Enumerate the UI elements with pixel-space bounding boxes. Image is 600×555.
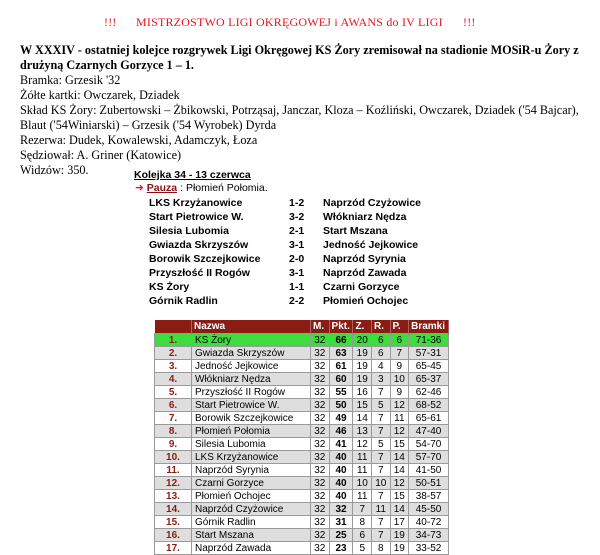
row-wins: 6 (353, 529, 372, 542)
col-wins: Z. (353, 320, 372, 334)
row-losses: 14 (390, 464, 409, 477)
row-position: 15. (155, 516, 192, 529)
row-goals: 65-61 (409, 412, 449, 425)
row-points: 63 (329, 347, 353, 360)
row-goals: 62-46 (409, 386, 449, 399)
row-position: 13. (155, 490, 192, 503)
table-body (155, 334, 449, 555)
row-losses: 14 (390, 451, 409, 464)
match-score: 2-2 (289, 295, 305, 307)
home-team: Start Pietrowice W. (149, 211, 244, 223)
row-position: 7. (155, 412, 192, 425)
row-points: 60 (329, 373, 353, 386)
row-draws: 7 (372, 451, 391, 464)
row-position: 2. (155, 347, 192, 360)
row-position: 5. (155, 386, 192, 399)
row-draws: 10 (372, 477, 391, 490)
row-draws: 11 (372, 503, 391, 516)
match-score: 1-1 (289, 281, 305, 293)
row-position: 3. (155, 360, 192, 373)
row-team: Włókniarz Nędza (192, 373, 311, 386)
row-team: Gwiazda Skrzyszów (192, 347, 311, 360)
row-losses: 7 (390, 347, 409, 360)
row-points: 25 (329, 529, 353, 542)
row-wins: 11 (353, 490, 372, 503)
row-matches: 32 (311, 451, 330, 464)
row-team: Naprzód Czyżowice (192, 503, 311, 516)
table-row (155, 503, 449, 516)
table-row (155, 529, 449, 542)
row-points: 55 (329, 386, 353, 399)
home-team: Gwiazda Skrzyszów (149, 239, 249, 251)
table-row (155, 386, 449, 399)
row-wins: 11 (353, 451, 372, 464)
away-team: Naprzód Syrynia (323, 253, 406, 265)
row-matches: 32 (311, 490, 330, 503)
row-matches: 32 (311, 386, 330, 399)
row-wins: 15 (353, 399, 372, 412)
row-position: 11. (155, 464, 192, 477)
col-draws: R. (372, 320, 391, 334)
table-row (155, 490, 449, 503)
row-goals: 40-72 (409, 516, 449, 529)
row-goals: 38-57 (409, 490, 449, 503)
away-team: Włókniarz Nędza (323, 211, 407, 223)
row-losses: 17 (390, 516, 409, 529)
row-team: Płomień Połomia (192, 425, 311, 438)
row-losses: 9 (390, 360, 409, 373)
arrow-right-icon: ➜ (135, 182, 144, 194)
table-row (155, 451, 449, 464)
report-reserves: Rezerwa: Dudek, Kowalewski, Adamczyk, Łoza (20, 133, 258, 147)
report-lead-cont: drużyną Czarnych Gorzyce 1 – 1. (20, 58, 194, 72)
table-row (155, 542, 449, 555)
col-position (155, 320, 192, 334)
row-losses: 6 (390, 334, 409, 347)
report-yellow-cards: Żółte kartki: Owczarek, Dziadek (20, 88, 180, 102)
row-points: 40 (329, 464, 353, 477)
away-team: Start Mszana (323, 225, 388, 237)
row-losses: 15 (390, 490, 409, 503)
headline-prefix: !!! (104, 15, 117, 29)
headline-text: MISTRZOSTWO LIGI OKRĘGOWEJ i AWANS do IV LIGI (136, 15, 443, 29)
row-position: 10. (155, 451, 192, 464)
row-goals: 54-70 (409, 438, 449, 451)
row-matches: 32 (311, 425, 330, 438)
match-row (134, 266, 421, 280)
row-points: 32 (329, 503, 353, 516)
row-position: 12. (155, 477, 192, 490)
row-matches: 32 (311, 464, 330, 477)
row-team: Naprzód Syrynia (192, 464, 311, 477)
match-row (134, 294, 421, 308)
row-position: 17. (155, 542, 192, 555)
row-wins: 7 (353, 503, 372, 516)
row-points: 40 (329, 490, 353, 503)
row-goals: 47-40 (409, 425, 449, 438)
row-goals: 57-31 (409, 347, 449, 360)
row-wins: 11 (353, 464, 372, 477)
row-draws: 6 (372, 347, 391, 360)
row-matches: 32 (311, 542, 330, 555)
row-position: 4. (155, 373, 192, 386)
report-goal: Bramka: Grzesik '32 (20, 73, 121, 87)
bye-row: ➜ Pauza : Płomień Połomia. (135, 182, 268, 194)
row-wins: 13 (353, 425, 372, 438)
table-row (155, 347, 449, 360)
home-team: LKS Krzyżanowice (149, 197, 243, 209)
row-goals: 45-50 (409, 503, 449, 516)
row-matches: 32 (311, 360, 330, 373)
row-matches: 32 (311, 438, 330, 451)
row-team: Górnik Radlin (192, 516, 311, 529)
row-draws: 7 (372, 412, 391, 425)
row-points: 31 (329, 516, 353, 529)
row-draws: 7 (372, 425, 391, 438)
row-matches: 32 (311, 516, 330, 529)
match-score: 3-2 (289, 211, 305, 223)
match-score: 3-1 (289, 267, 305, 279)
row-losses: 19 (390, 529, 409, 542)
row-team: Jedność Jejkowice (192, 360, 311, 373)
row-team: Borowik Szczejkowice (192, 412, 311, 425)
row-position: 14. (155, 503, 192, 516)
row-points: 40 (329, 451, 353, 464)
home-team: KS Żory (149, 281, 190, 293)
row-goals: 57-70 (409, 451, 449, 464)
row-wins: 10 (353, 477, 372, 490)
row-points: 66 (329, 334, 353, 347)
row-points: 49 (329, 412, 353, 425)
row-goals: 71-36 (409, 334, 449, 347)
row-team: Naprzód Zawada (192, 542, 311, 555)
row-losses: 12 (390, 477, 409, 490)
table-row (155, 438, 449, 451)
match-score: 3-1 (289, 239, 305, 251)
row-wins: 12 (353, 438, 372, 451)
home-team: Górnik Radlin (149, 295, 218, 307)
table-row (155, 334, 449, 347)
match-row (134, 238, 421, 252)
row-losses: 11 (390, 412, 409, 425)
report-referee: Sędziował: A. Griner (Katowice) (20, 148, 182, 162)
row-team: Silesia Lubomia (192, 438, 311, 451)
row-goals: 41-50 (409, 464, 449, 477)
row-wins: 14 (353, 412, 372, 425)
row-goals: 68-52 (409, 399, 449, 412)
row-losses: 19 (390, 542, 409, 555)
report-lineup: Skład KS Żory: Zubertowski – Żbikowski, Potrząsaj, Janczar, Kloza – Koźliński, Owczarek, Dziadek ('54 Bajcar), (20, 103, 579, 117)
report-attendance: Widzów: 350. (20, 163, 89, 177)
row-draws: 7 (372, 386, 391, 399)
match-score: 2-0 (289, 253, 305, 265)
row-matches: 32 (311, 477, 330, 490)
row-matches: 32 (311, 529, 330, 542)
row-goals: 65-37 (409, 373, 449, 386)
table-row (155, 516, 449, 529)
home-team: Przyszłość II Rogów (149, 267, 250, 279)
row-position: 1. (155, 334, 192, 347)
table-row (155, 425, 449, 438)
row-matches: 32 (311, 373, 330, 386)
row-losses: 15 (390, 438, 409, 451)
match-row (134, 252, 421, 266)
row-matches: 32 (311, 399, 330, 412)
row-draws: 3 (372, 373, 391, 386)
row-draws: 7 (372, 490, 391, 503)
row-points: 40 (329, 477, 353, 490)
row-goals: 33-52 (409, 542, 449, 555)
away-team: Naprzód Zawada (323, 267, 407, 279)
row-points: 41 (329, 438, 353, 451)
match-row (134, 224, 421, 238)
table-row (155, 477, 449, 490)
row-draws: 7 (372, 529, 391, 542)
row-goals: 50-51 (409, 477, 449, 490)
row-position: 6. (155, 399, 192, 412)
row-team: Start Pietrowice W. (192, 399, 311, 412)
row-draws: 8 (372, 542, 391, 555)
row-matches: 32 (311, 503, 330, 516)
row-losses: 14 (390, 503, 409, 516)
row-points: 46 (329, 425, 353, 438)
col-team: Nazwa (192, 320, 311, 334)
away-team: Naprzód Czyżowice (323, 197, 422, 209)
row-draws: 4 (372, 360, 391, 373)
table-header-row (155, 320, 449, 334)
away-team: Płomień Ochojec (323, 295, 409, 307)
row-points: 23 (329, 542, 353, 555)
match-score: 2-1 (289, 225, 305, 237)
row-goals: 65-45 (409, 360, 449, 373)
table-row (155, 412, 449, 425)
round-fixtures (134, 169, 421, 308)
away-team: Jedność Jejkowice (323, 239, 419, 251)
table-row (155, 360, 449, 373)
col-losses: P. (390, 320, 409, 334)
match-report (20, 43, 600, 178)
col-goals: Bramki (409, 320, 449, 334)
league-table (154, 320, 449, 555)
row-draws: 5 (372, 399, 391, 412)
row-draws: 7 (372, 464, 391, 477)
row-wins: 19 (353, 373, 372, 386)
row-points: 50 (329, 399, 353, 412)
col-matches: M. (311, 320, 330, 334)
match-row (134, 210, 421, 224)
row-losses: 12 (390, 399, 409, 412)
table-row (155, 373, 449, 386)
row-team: KS Żory (192, 334, 311, 347)
row-matches: 32 (311, 347, 330, 360)
home-team: Silesia Lubomia (149, 225, 229, 237)
row-team: LKS Krzyżanowice (192, 451, 311, 464)
col-points: Pkt. (329, 320, 353, 334)
row-team: Czarni Gorzyce (192, 477, 311, 490)
row-position: 16. (155, 529, 192, 542)
row-wins: 5 (353, 542, 372, 555)
table-row (155, 464, 449, 477)
row-wins: 19 (353, 347, 372, 360)
row-draws: 7 (372, 516, 391, 529)
row-wins: 19 (353, 360, 372, 373)
row-losses: 12 (390, 425, 409, 438)
row-goals: 34-73 (409, 529, 449, 542)
row-team: Przyszłość II Rogów (192, 386, 311, 399)
headline-suffix: !!! (463, 15, 476, 29)
match-row (134, 280, 421, 294)
row-team: Start Mszana (192, 529, 311, 542)
report-lineup-cont: Blaut ('54Winiarski) – Grzesik ('54 Wyrobek) Dyrda (20, 118, 277, 132)
match-score: 1-2 (289, 197, 305, 209)
report-lead: W XXXIV - ostatniej kolejce rozgrywek Ligi Okręgowej KS Żory zremisował na stadionie MOSiR-u Żory z (20, 43, 579, 57)
row-matches: 32 (311, 334, 330, 347)
round-title: Kolejka 34 - 13 czerwca (134, 169, 251, 181)
row-points: 61 (329, 360, 353, 373)
bye-label[interactable]: Pauza (146, 182, 178, 194)
row-losses: 9 (390, 386, 409, 399)
row-wins: 8 (353, 516, 372, 529)
row-draws: 6 (372, 334, 391, 347)
row-team: Płomień Ochojec (192, 490, 311, 503)
row-losses: 10 (390, 373, 409, 386)
match-row (134, 196, 421, 210)
row-wins: 16 (353, 386, 372, 399)
row-draws: 5 (372, 438, 391, 451)
row-wins: 20 (353, 334, 372, 347)
row-position: 8. (155, 425, 192, 438)
bye-team: Płomień Połomia. (185, 182, 268, 194)
row-matches: 32 (311, 412, 330, 425)
away-team: Czarni Gorzyce (323, 281, 400, 293)
row-position: 9. (155, 438, 192, 451)
table-row (155, 399, 449, 412)
home-team: Borowik Szczejkowice (149, 253, 261, 265)
